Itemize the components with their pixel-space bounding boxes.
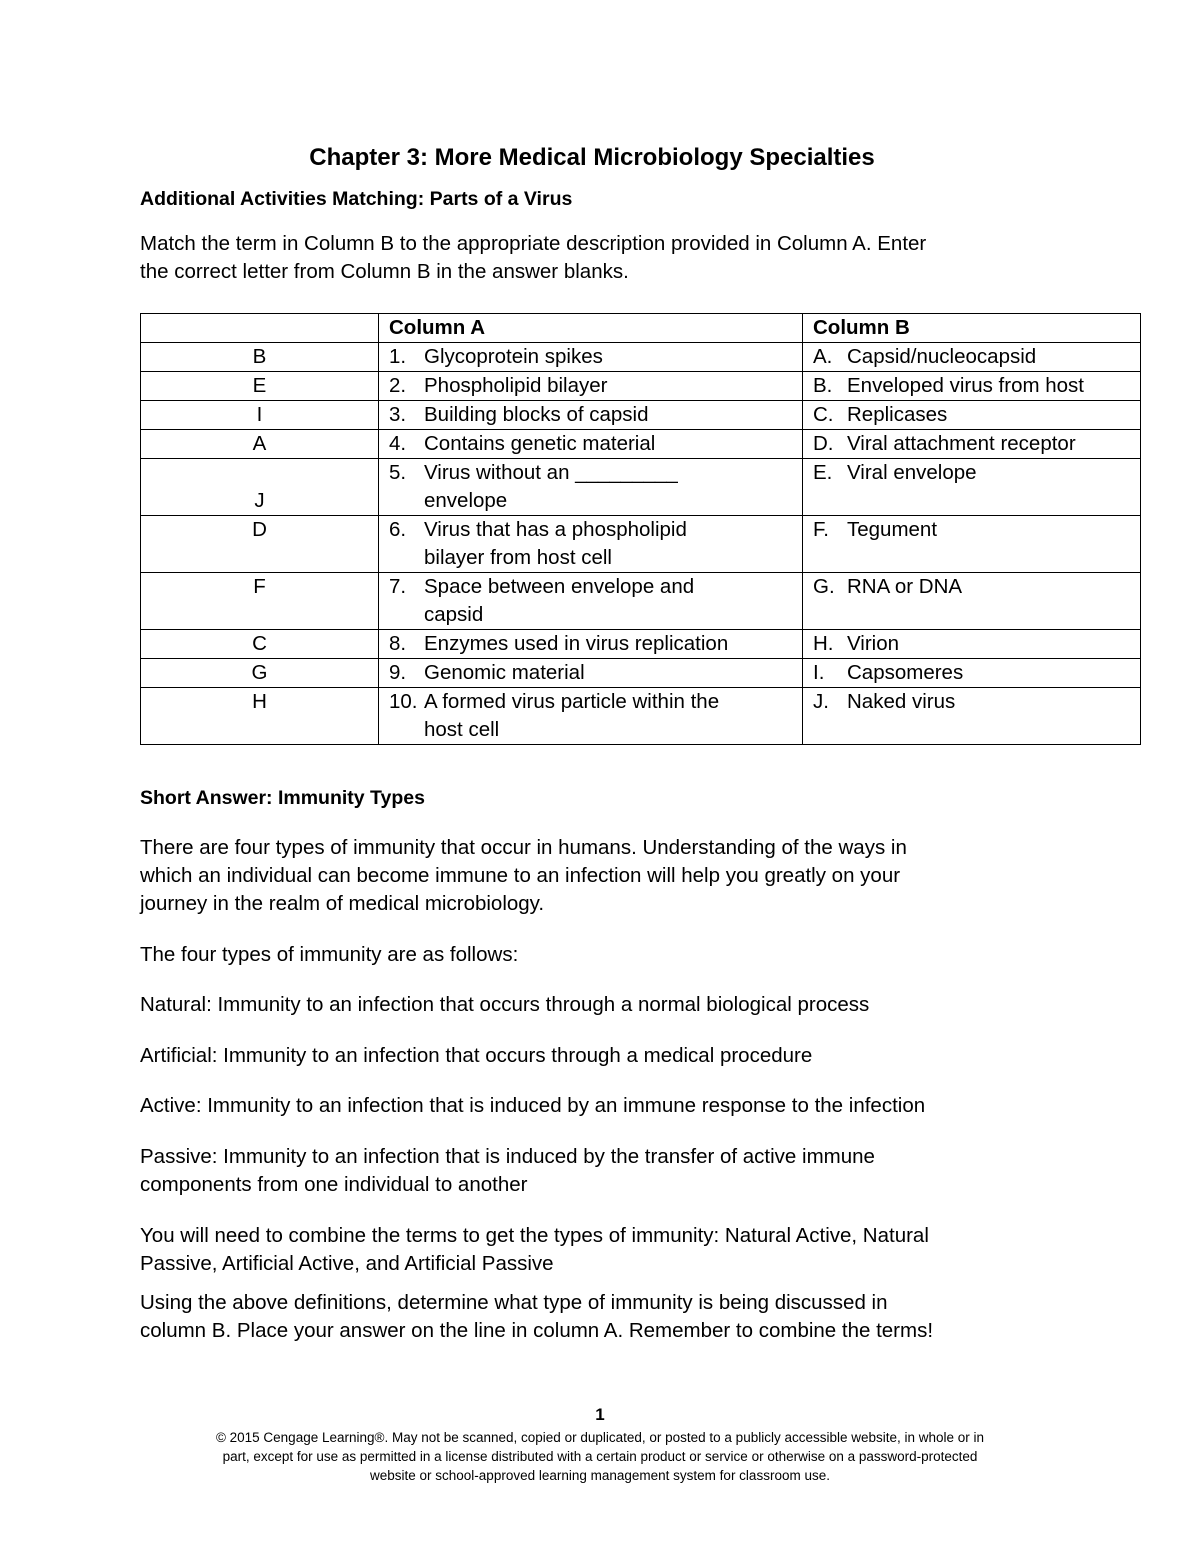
term-text: Enveloped virus from host	[847, 374, 1085, 397]
term-text: Replicases	[847, 403, 948, 426]
footer-line: © 2015 Cengage Learning®. May not be scanned, copied or duplicated, or posted to a publicly accessible website, in whole or in	[215, 1430, 985, 1445]
item-number: 4.	[389, 432, 407, 455]
term-letter: B.	[813, 374, 833, 397]
term-text: Tegument	[847, 518, 938, 541]
table-row	[141, 630, 1141, 659]
answer-cell: I	[141, 401, 379, 430]
term-text: Capsomeres	[847, 661, 964, 684]
answer-header-cell	[141, 314, 379, 343]
column-a-cell	[379, 430, 803, 459]
column-a-cell	[379, 573, 803, 630]
column-b-cell	[803, 459, 1141, 516]
column-b-cell	[803, 659, 1141, 688]
column-a-cell	[379, 459, 803, 516]
term-letter: F.	[813, 518, 829, 541]
item-number: 2.	[389, 374, 407, 397]
paragraph-line: journey in the realm of medical microbiology.	[140, 892, 545, 915]
paragraph-line: Passive: Immunity to an infection that is induced by the transfer of active immune	[140, 1145, 875, 1168]
item-number: 10.	[389, 690, 418, 713]
term-text: Viral envelope	[847, 461, 977, 484]
item-number: 7.	[389, 575, 407, 598]
table-row	[141, 343, 1141, 372]
instructions-line: Match the term in Column B to the appropriate description provided in Column A. Enter	[140, 232, 927, 255]
table-row	[141, 430, 1141, 459]
answer-cell: J	[141, 459, 379, 516]
intro-paragraph	[140, 834, 1080, 918]
answer-cell: E	[141, 372, 379, 401]
item-number: 1.	[389, 345, 407, 368]
matching-instructions	[140, 230, 1080, 286]
column-a-cell	[379, 372, 803, 401]
desc-line: Virus that has a phospholipid	[424, 518, 687, 541]
item-description: Enzymes used in virus replication	[424, 632, 729, 655]
answer-cell: A	[141, 430, 379, 459]
term-text: RNA or DNA	[847, 575, 963, 598]
active-definition: Active: Immunity to an infection that is induced by an immune response to the infection	[140, 1094, 926, 1117]
column-b-cell	[803, 516, 1141, 573]
term-letter: J.	[813, 690, 829, 713]
footer-line: website or school-approved learning management system for classroom use.	[370, 1468, 830, 1483]
column-a-cell	[379, 516, 803, 573]
desc-line: bilayer from host cell	[424, 546, 612, 569]
passive-definition	[140, 1143, 1080, 1199]
list-intro: The four types of immunity are as follows:	[140, 943, 519, 966]
column-a-cell	[379, 401, 803, 430]
item-number: 6.	[389, 518, 407, 541]
answer-cell: G	[141, 659, 379, 688]
item-number: 3.	[389, 403, 407, 426]
paragraph-line: You will need to combine the terms to get the types of immunity: Natural Active, Natural	[140, 1224, 929, 1247]
desc-line: envelope	[424, 489, 508, 512]
table-header-row	[141, 314, 1141, 343]
table-row	[141, 372, 1141, 401]
item-description: Building blocks of capsid	[424, 403, 649, 426]
column-b-cell	[803, 688, 1141, 745]
column-a-cell	[379, 343, 803, 372]
item-number: 8.	[389, 632, 407, 655]
using-paragraph	[140, 1289, 1080, 1345]
page-number: 1	[595, 1405, 605, 1424]
table-row	[141, 573, 1141, 630]
desc-line: Space between envelope and	[424, 575, 695, 598]
instructions-line: the correct letter from Column B in the answer blanks.	[140, 260, 629, 283]
column-b-cell	[803, 372, 1141, 401]
item-description: Glycoprotein spikes	[424, 345, 603, 368]
answer-cell: F	[141, 573, 379, 630]
paragraph-line: There are four types of immunity that occur in humans. Understanding of the ways in	[140, 836, 907, 859]
table-row	[141, 659, 1141, 688]
short-answer-heading: Short Answer: Immunity Types	[140, 787, 425, 809]
item-number: 5.	[389, 461, 407, 484]
term-letter: D.	[813, 432, 834, 455]
paragraph-line: which an individual can become immune to an infection will help you greatly on your	[140, 864, 901, 887]
item-description	[424, 459, 796, 515]
answer-cell: B	[141, 343, 379, 372]
term-letter: G.	[813, 575, 835, 598]
table-row	[141, 401, 1141, 430]
item-number: 9.	[389, 661, 407, 684]
combine-paragraph	[140, 1222, 1080, 1278]
paragraph-line: Passive, Artificial Active, and Artificial Passive	[140, 1252, 554, 1275]
table-row	[141, 688, 1141, 745]
answer-cell: C	[141, 630, 379, 659]
term-text: Viral attachment receptor	[847, 432, 1076, 455]
term-text: Virion	[847, 632, 900, 655]
column-b-cell	[803, 630, 1141, 659]
item-description: Phospholipid bilayer	[424, 374, 608, 397]
item-description: Genomic material	[424, 661, 585, 684]
matching-heading: Additional Activities Matching: Parts of a Virus	[140, 188, 573, 210]
natural-definition: Natural: Immunity to an infection that occurs through a normal biological process	[140, 993, 870, 1016]
column-b-cell	[803, 343, 1141, 372]
desc-line: A formed virus particle within the	[424, 690, 720, 713]
answer-cell: D	[141, 516, 379, 573]
column-a-cell	[379, 659, 803, 688]
table-row	[141, 459, 1141, 516]
term-letter: H.	[813, 632, 834, 655]
term-letter: C.	[813, 403, 834, 426]
term-letter: A.	[813, 345, 833, 368]
desc-line: Virus without an _________	[424, 461, 678, 484]
column-a-header: Column A	[379, 314, 803, 343]
paragraph-line: components from one individual to another	[140, 1173, 528, 1196]
copyright-footer	[0, 1428, 1200, 1485]
column-b-header: Column B	[803, 314, 1141, 343]
column-a-cell	[379, 630, 803, 659]
column-a-cell	[379, 688, 803, 745]
page-title: Chapter 3: More Medical Microbiology Specialties	[309, 144, 875, 171]
item-description	[424, 688, 796, 744]
term-letter: I.	[813, 661, 825, 684]
column-b-cell	[803, 430, 1141, 459]
item-description	[424, 573, 796, 629]
term-text: Capsid/nucleocapsid	[847, 345, 1037, 368]
footer-line: part, except for use as permitted in a license distributed with a certain product or service or otherwise on a password-protected	[222, 1449, 978, 1464]
term-text: Naked virus	[847, 690, 956, 713]
item-description: Contains genetic material	[424, 432, 656, 455]
item-description	[424, 516, 796, 572]
column-b-cell	[803, 401, 1141, 430]
table-row	[141, 516, 1141, 573]
paragraph-line: column B. Place your answer on the line in column A. Remember to combine the terms!	[140, 1319, 934, 1342]
paragraph-line: Using the above definitions, determine what type of immunity is being discussed in	[140, 1291, 888, 1314]
desc-line: capsid	[424, 603, 484, 626]
matching-table	[140, 313, 1141, 745]
term-letter: E.	[813, 461, 833, 484]
desc-line: host cell	[424, 718, 500, 741]
column-b-cell	[803, 573, 1141, 630]
artificial-definition: Artificial: Immunity to an infection that occurs through a medical procedure	[140, 1044, 813, 1067]
answer-cell: H	[141, 688, 379, 745]
